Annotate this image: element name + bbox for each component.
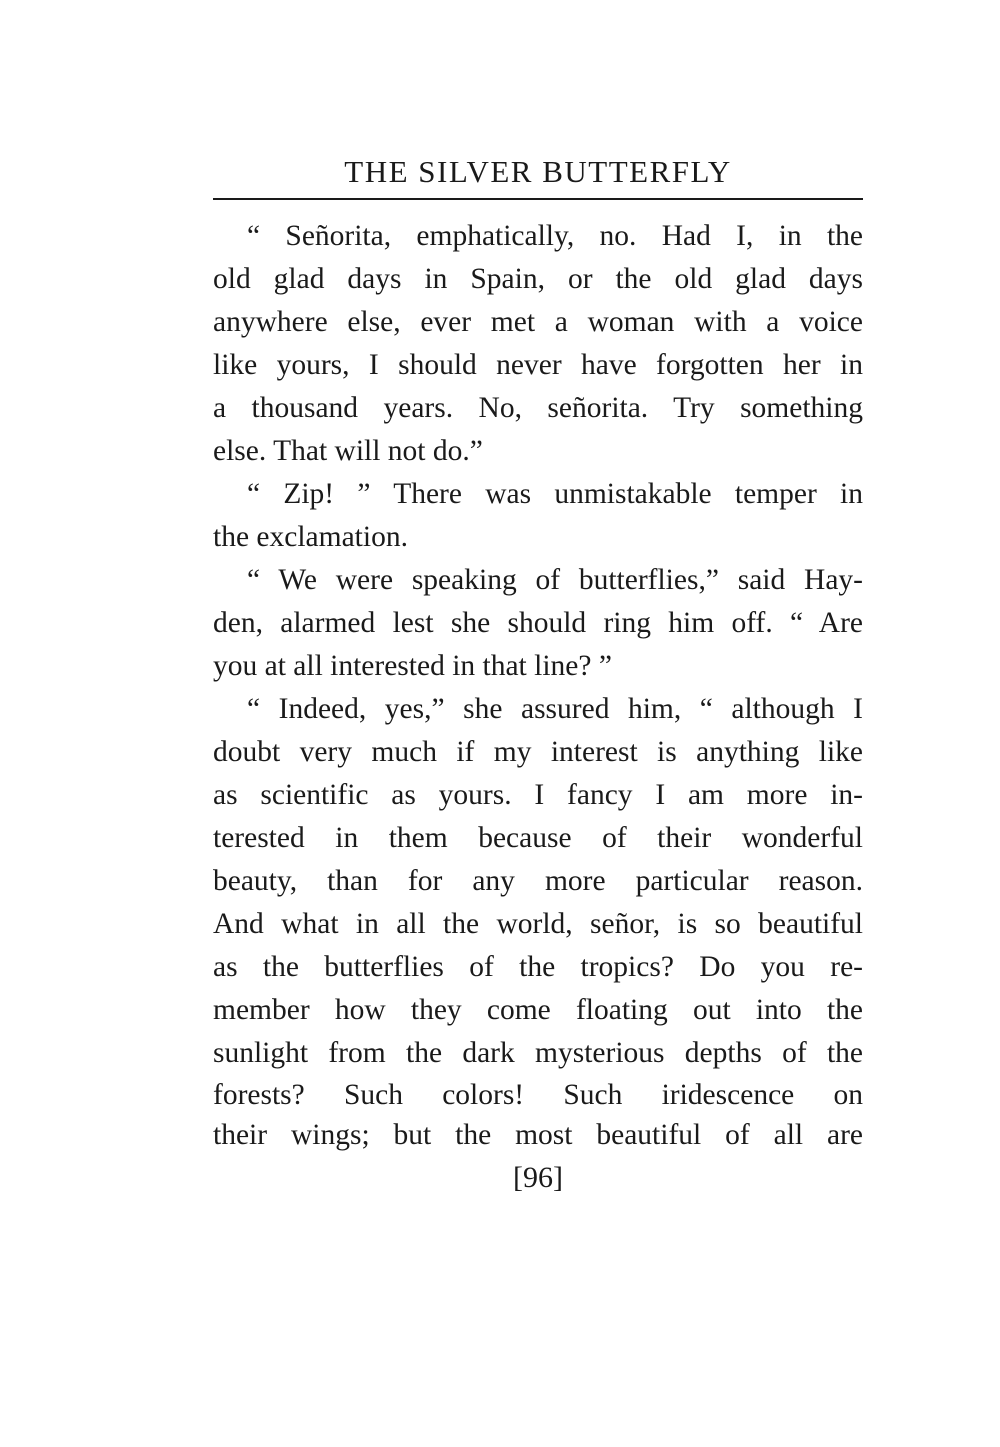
text-line: like yours, I should never have forgotten her in [213, 349, 863, 381]
text-line: forests? Such colors! Such iridescence on [213, 1079, 863, 1111]
text-line: “ We were speaking of butterflies,” said Hay- [247, 564, 863, 596]
page-number: [96] [513, 1161, 563, 1194]
text-line: you at all interested in that line? ” [213, 650, 612, 682]
text-line: old glad days in Spain, or the old glad days [213, 263, 863, 295]
header-rule [213, 198, 863, 200]
text-line: as scientific as yours. I fancy I am more in- [213, 779, 863, 811]
text-line: as the butterflies of the tropics? Do you re- [213, 951, 863, 983]
text-line: terested in them because of their wonderful [213, 822, 863, 854]
text-line: their wings; but the most beautiful of all are [213, 1119, 863, 1151]
text-line: And what in all the world, señor, is so beautiful [213, 908, 863, 940]
text-line: anywhere else, ever met a woman with a voice [213, 306, 863, 338]
body-text [213, 215, 863, 1155]
text-line: den, alarmed lest she should ring him off. “ Are [213, 607, 863, 639]
running-head: THE SILVER BUTTERFLY [344, 154, 732, 189]
text-line: else. That will not do.” [213, 435, 483, 467]
text-line: member how they come floating out into the [213, 994, 863, 1026]
text-line: beauty, than for any more particular reason. [213, 865, 863, 897]
text-line: “ Señorita, emphatically, no. Had I, in the [247, 220, 863, 252]
text-line: “ Zip! ” There was unmistakable temper in [247, 478, 863, 510]
text-line: “ Indeed, yes,” she assured him, “ although I [247, 693, 863, 725]
text-line: the exclamation. [213, 521, 408, 553]
text-line: sunlight from the dark mysterious depths of the [213, 1037, 863, 1069]
text-line: doubt very much if my interest is anything like [213, 736, 863, 768]
text-line: a thousand years. No, señorita. Try something [213, 392, 863, 424]
